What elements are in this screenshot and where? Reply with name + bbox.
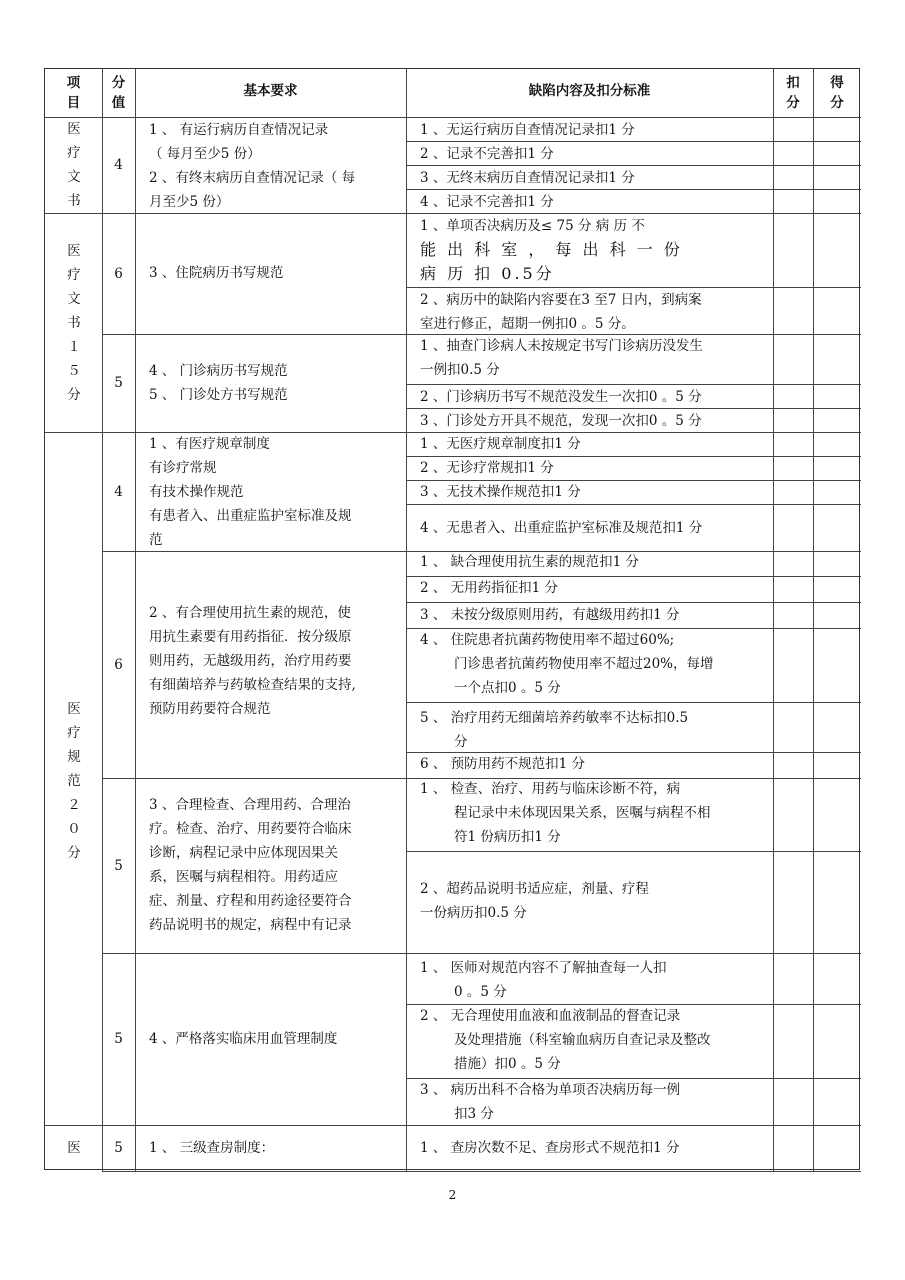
row-divider — [45, 1125, 102, 1126]
points-value: 4 — [114, 157, 123, 173]
requirement-text: 用抗生素要有用药指征．按分级原 — [149, 629, 352, 645]
requirement-text: 诊断，病程记录中应体现因果关 — [149, 845, 338, 861]
header-points: 分 值 — [111, 75, 126, 111]
criteria-text: 一例扣0.5 分 — [420, 362, 500, 378]
criteria-text: 2 、门诊病历书写不规范没发生一次扣0 。5 分 — [420, 389, 702, 405]
row-divider — [45, 432, 102, 433]
header-basic-requirements: 基本要求 — [243, 83, 298, 99]
category-label: 医 疗 文 书 — [67, 121, 81, 209]
header-score: 得 分 — [830, 75, 844, 111]
requirement-text: （ 每月至少5 份） — [149, 146, 261, 162]
requirement-text: 1 、 有运行病历自查情况记录 — [149, 122, 329, 138]
criteria-text: 措施）扣0 。5 分 — [454, 1056, 561, 1072]
points-value: 5 — [114, 375, 123, 391]
criteria-text: 3 、无终末病历自查情况记录扣1 分 — [420, 170, 635, 186]
requirement-text: 有诊疗常规 — [149, 460, 217, 476]
requirement-text: 症、剂量、疗程和用药途径要符合 — [149, 893, 352, 909]
requirement-text: 有技术操作规范 — [149, 484, 244, 500]
criteria-text: 一个点扣0 。5 分 — [454, 680, 561, 696]
criteria-text: 符1 份病历扣1 分 — [454, 829, 561, 845]
requirement-text: 4 、严格落实临床用血管理制度 — [149, 1031, 338, 1047]
column-divider — [813, 69, 814, 1171]
criteria-text: 能 出 科 室 ， 每 出 科 一 份 — [420, 240, 683, 259]
requirement-text: 系，医嘱与病程相符。用药适应 — [149, 869, 338, 885]
criteria-text: 1 、抽查门诊病人未按规定书写门诊病历没发生 — [420, 338, 703, 354]
requirement-text: 2 、有终末病历自查情况记录（ 每 — [149, 170, 356, 186]
criteria-text: 4 、 住院患者抗菌药物使用率不超过60%; — [420, 632, 675, 648]
requirement-text: 预防用药要符合规范 — [149, 701, 271, 717]
column-divider — [773, 69, 774, 1171]
header-item: 项 目 — [66, 75, 81, 111]
requirement-text: 1 、 三级查房制度： — [149, 1140, 275, 1156]
criteria-text: 3 、 病历出科不合格为单项否决病历每一例 — [420, 1082, 681, 1098]
requirement-text: 4 、 门诊病历书写规范 — [149, 363, 288, 379]
criteria-text: 1 、 检查、治疗、用药与临床诊断不符，病 — [420, 781, 681, 797]
requirement-text: 有患者入、出重症监护室标准及规 — [149, 508, 352, 524]
criteria-text: 1 、无运行病历自查情况记录扣1 分 — [420, 122, 635, 138]
points-value: 5 — [114, 857, 123, 874]
row-divider — [45, 213, 102, 214]
criteria-text: 1 、 查房次数不足、查房形式不规范扣1 分 — [420, 1140, 680, 1156]
header-deduct: 扣 分 — [786, 75, 800, 111]
criteria-text: 2 、 无合理使用血液和血液制品的督查记录 — [420, 1008, 681, 1024]
criteria-text: 6 、 预防用药不规范扣1 分 — [420, 756, 586, 772]
column-divider — [102, 69, 103, 1171]
criteria-text: 门诊患者抗菌药物使用率不超过20%，每增 — [454, 656, 714, 672]
criteria-text: 病 历 扣 0.5分 — [420, 264, 555, 283]
criteria-text: 扣3 分 — [454, 1106, 494, 1122]
category-label: 医 疗 规 范 ２ ０ 分 — [67, 701, 81, 861]
evaluation-table — [44, 68, 860, 1170]
requirement-text: 2 、有合理使用抗生素的规范，使 — [149, 605, 351, 621]
requirement-text: 疗。检查、治疗、用药要符合临床 — [149, 821, 352, 837]
column-divider — [135, 69, 136, 1171]
requirement-text: 3 、住院病历书写规范 — [149, 265, 284, 281]
criteria-text: 3 、 未按分级原则用药，有越级用药扣1 分 — [420, 607, 680, 623]
criteria-text: 及处理措施（科室输血病历自查记录及整改 — [454, 1032, 711, 1048]
points-value: 5 — [114, 1031, 123, 1047]
criteria-text: 一份病历扣0.5 分 — [420, 905, 527, 921]
row-divider — [102, 1171, 861, 1172]
criteria-text: 室进行修正，超期一例扣0 。5 分。 — [420, 316, 635, 332]
criteria-text: 4 、无患者入、出重症监护室标准及规范扣1 分 — [420, 520, 703, 536]
category-label: 医 — [67, 1140, 81, 1156]
criteria-text: 2 、病历中的缺陷内容要在3 至7 日内，到病案 — [420, 292, 702, 308]
criteria-text: 3 、无技术操作规范扣1 分 — [420, 484, 581, 500]
row-divider — [406, 851, 861, 852]
category-label: 医 疗 文 书 １ ５ 分 — [67, 242, 81, 403]
row-divider — [102, 953, 861, 954]
points-value: 5 — [114, 1140, 123, 1156]
criteria-text: 1 、 医师对规范内容不了解抽查每一人扣 — [420, 960, 667, 976]
criteria-text: 分 — [454, 734, 468, 750]
criteria-text: 2 、 无用药指征扣1 分 — [420, 580, 559, 596]
points-value: 6 — [114, 265, 123, 282]
criteria-text: 3 、门诊处方开具不规范，发现一次扣0 。5 分 — [420, 413, 702, 429]
requirement-text: 1 、有医疗规章制度 — [149, 436, 270, 452]
criteria-text: 2 、无诊疗常规扣1 分 — [420, 460, 554, 476]
requirement-text: 范 — [149, 532, 163, 548]
criteria-text: 5 、 治疗用药无细菌培养药敏率不达标扣0.5 — [420, 710, 689, 726]
row-divider — [406, 504, 861, 505]
criteria-text: 程记录中未体现因果关系，医嘱与病程不相 — [454, 805, 711, 821]
criteria-text: 2 、超药品说明书适应症，剂量、疗程 — [420, 881, 649, 897]
criteria-text: 4 、记录不完善扣1 分 — [420, 194, 554, 210]
requirement-text: 则用药，无越级用药，治疗用药要 — [149, 653, 352, 669]
criteria-text: 2 、记录不完善扣1 分 — [420, 146, 554, 162]
requirement-text: 3 、合理检查、合理用药、合理治 — [149, 797, 351, 813]
criteria-text: 0 。5 分 — [454, 984, 507, 1000]
requirement-text: 有细菌培养与药敏检查结果的支持, — [149, 677, 356, 693]
requirement-text: 药品说明书的规定，病程中有记录 — [149, 917, 352, 933]
criteria-text: 1 、无医疗规章制度扣1 分 — [420, 436, 581, 452]
header-deduction-criteria: 缺陷内容及扣分标准 — [528, 83, 651, 99]
column-divider — [406, 69, 407, 1171]
page-number: 2 — [448, 1188, 457, 1202]
points-value: 4 — [114, 483, 123, 500]
criteria-text: 1 、 缺合理使用抗生素的规范扣1 分 — [420, 554, 640, 570]
requirement-text: 5 、 门诊处方书写规范 — [149, 387, 288, 403]
points-value: 6 — [114, 656, 123, 673]
requirement-text: 月至少5 份） — [149, 194, 230, 210]
criteria-text: 1 、单项否决病历及≤ 75 分 病 历 不 — [420, 218, 645, 234]
row-divider — [406, 702, 861, 703]
